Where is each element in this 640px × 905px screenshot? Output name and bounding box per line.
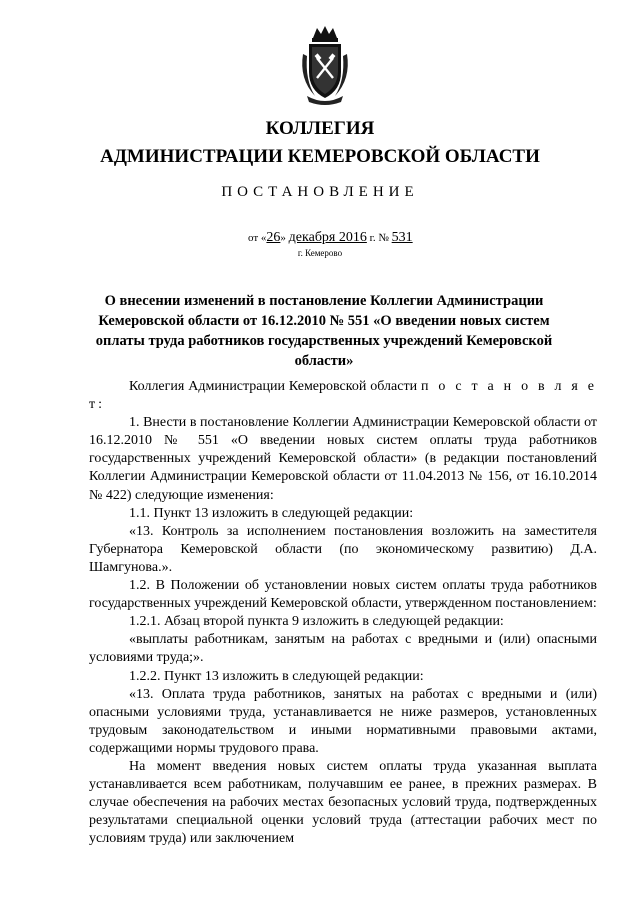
document-title: О внесении изменений в постановление Коллегии Администрации Кемеровской области от 16.12.2010 № 551 «О введении новых систем оплаты труда работников государственных учреждений Кемеровской области» [95, 293, 553, 369]
document-number: 531 [391, 230, 413, 245]
paragraph-1-2-2-text: «13. Оплата труда работников, занятых на работах с вредными и (или) опасными условиями труда, устанавливается не ниже размеров, установленных трудовым законодательством и иными нормативными правовыми актами, содержащими нормы трудового права. [89, 686, 597, 756]
document-date-line [248, 230, 413, 246]
paragraph-1-2-1-text: «выплаты работникам, занятым на работах с вредными и (или) опасными условиями труда;». [89, 632, 597, 666]
org-name-line2: АДМИНИСТРАЦИИ КЕМЕРОВСКОЙ ОБЛАСТИ [100, 146, 540, 167]
coat-of-arms-icon [295, 24, 355, 106]
date-prefix: от « [248, 232, 267, 244]
intro-text: Коллегия Администрации Кемеровской области [129, 379, 421, 394]
document-body [89, 378, 597, 848]
paragraph-continuation: На момент введения новых систем оплаты труда указанная выплата устанавливается всем работникам, получавшим ее ранее, в прежних размерах. В случае обеспечения на рабочих местах безопасных условий труда, подтвержденных результатами специальной оценки условий труда (аттестации рабочих мест по условиям труда) или заключением [89, 758, 597, 847]
paragraph-1-2: 1.2. В Положении об установлении новых систем оплаты труда работников государственных учреждений Кемеровской области, утвержденном постановлением: [89, 578, 597, 612]
date-suffix: г. № [366, 232, 392, 244]
paragraph-1-2-2: 1.2.2. Пункт 13 изложить в следующей редакции: [129, 668, 424, 684]
intro-paragraph [89, 378, 597, 414]
org-name-line1: КОЛЛЕГИЯ [265, 118, 375, 139]
date-day: 26 [266, 230, 281, 245]
document-city: г. Кемерово [297, 248, 343, 258]
paragraph-1-2-1: 1.2.1. Абзац второй пункта 9 изложить в следующей редакции: [129, 614, 504, 630]
paragraph-1-1-text: «13. Контроль за исполнением постановления возложить на заместителя Губернатора Кемеровской области (по экономическому развитию) Д.А. Шамгунова.». [89, 523, 597, 575]
document-type: ПОСТАНОВЛЕНИЕ [221, 184, 419, 200]
intro-colon: : [98, 397, 103, 413]
date-mid: » [280, 232, 289, 244]
paragraph-1: 1. Внести в постановление Коллегии Администрации Кемеровской области от 16.12.2010 № 551 «О введении новых систем оплаты труда работников государственных учреждений Кемеровской области» (в редакции постановлений Коллегии Администрации Кемеровской области от 11.04.2013 № 156, от 16.10.2014 № 422) следующие изменения: [89, 415, 597, 503]
intro-decree-word: п о с т а н о в л я е т [89, 379, 598, 413]
date-month-year: декабря 2016 [288, 230, 367, 245]
paragraph-1-1: 1.1. Пункт 13 изложить в следующей редакции: [129, 505, 414, 521]
